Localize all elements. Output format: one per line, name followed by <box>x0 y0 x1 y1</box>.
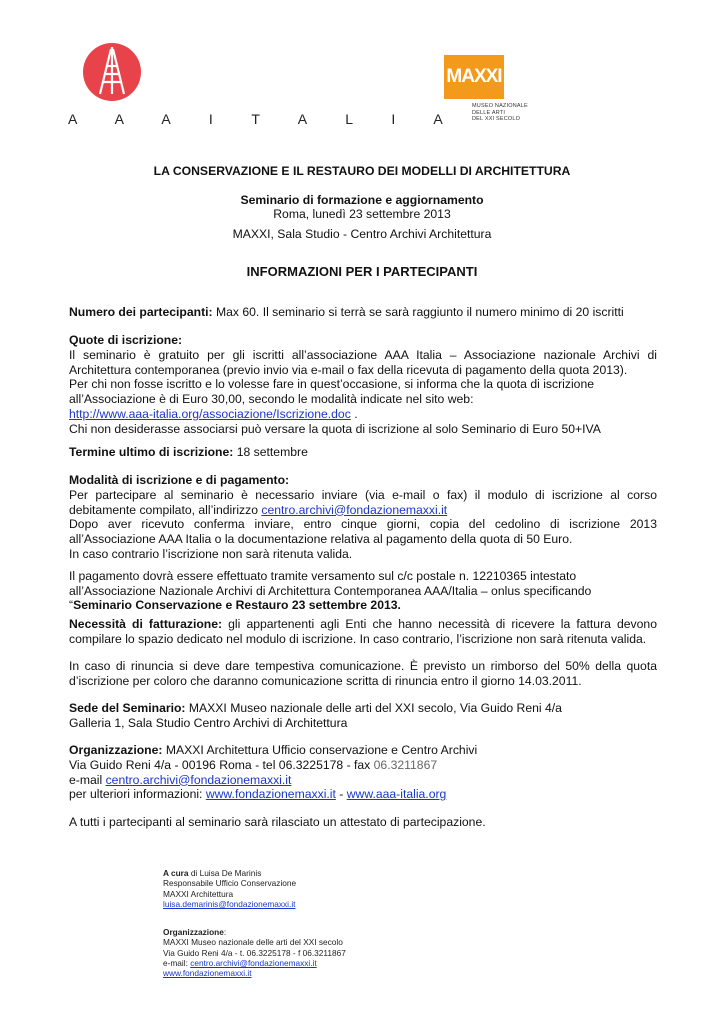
fees-link-line: http://www.aaa-italia.org/associazione/Iscrizione.doc . <box>69 406 358 421</box>
maxxi-wordmark: MAXXI <box>444 55 504 99</box>
organization-section: Organizzazione: MAXXI Architettura Ufficio conservazione e Centro Archivi Via Guido Reni 4/a - 00196 Roma - tel 06.3225178 - fax 06.3211867 e-mail centro.archivi@fondazionemaxxi.it per ulteriori informazioni: www.fondazionemaxxi.it - www.aaa-italia.org <box>69 743 478 802</box>
payment-paragraph-1: Per partecipare al seminario è necessario inviare (via e-mail o fax) il modulo di iscrizione al corso debitamente compilato, all’indirizzo centro.archivi@fondazionemaxxi.it <box>69 487 657 517</box>
seminar-venue: MAXXI, Sala Studio - Centro Archivi Architettura <box>232 227 492 241</box>
curator-email-link[interactable]: luisa.demarinis@fondazionemaxxi.it <box>163 898 296 909</box>
fees-paragraph-2: Per chi non fosse iscritto e lo volesse fare in quest’occasione, si informa che la quota di iscrizione all’Associazione è di Euro 30,00, secondo le modalità indicate nel sito web: <box>69 377 595 407</box>
fees-paragraph-1: Il seminario è gratuito per gli iscritti all’associazione AAA Italia – Associazione nazionale Archivi di Architettura contemporanea (previo invio via e-mail o fax della ricevuta di pagamento della quota 2013). <box>69 347 657 377</box>
participants-paragraph <box>69 305 657 320</box>
deadline-text: 18 settembre <box>233 445 308 459</box>
fax-number: 06.3211867 <box>373 757 438 772</box>
aaa-italia-link[interactable]: www.aaa-italia.org <box>346 787 447 802</box>
payment-paragraph-4: Il pagamento dovrà essere effettuato tramite versamento sul c/c postale n. 12210365 intestato all’Associazione Nazionale Archivi di Architettura Contemporanea AAA/Italia – onlus specificando “Seminario Conservazione e Restauro 23 settembre 2013. <box>69 568 592 613</box>
participants-label: Numero dei partecipanti: <box>69 305 213 319</box>
participants-text: Max 60. Il seminario si terrà se sarà raggiunto il numero minimo di 20 iscritti <box>212 305 624 319</box>
fees-label: Quote di iscrizione: <box>69 333 183 347</box>
payment-paragraph-3: In caso contrario l’iscrizione non sarà ritenuta valida. <box>69 546 353 561</box>
footer-curator: A cura di Luisa De Marinis Responsabile Ufficio Conservazione MAXXI Architettura luisa.demarinis@fondazionemaxxi.it <box>163 868 297 909</box>
fees-section <box>69 333 657 437</box>
aaa-italia-logo <box>78 42 150 107</box>
deadline-label: Termine ultimo di iscrizione: <box>69 445 234 459</box>
deadline-paragraph <box>69 445 657 460</box>
payment-label: Modalità di iscrizione e di pagamento: <box>69 473 290 487</box>
organization-email-link[interactable]: centro.archivi@fondazionemaxxi.it <box>105 772 292 787</box>
footer-org-email-link[interactable]: centro.archivi@fondazionemaxxi.it <box>190 957 317 968</box>
invoice-text: gli appartenenti agli Enti che hanno necessità di ricevere la fattura devono compilare lo spazio dedicato nel modulo di iscrizione. In caso contrario, l’iscrizione non sarà ritenuta valida. <box>69 617 657 646</box>
maxxi-logo <box>444 55 528 122</box>
footer-web-link[interactable]: www.fondazionemaxxi.it <box>163 968 252 979</box>
association-form-link[interactable]: http://www.aaa-italia.org/associazione/Iscrizione.doc <box>69 406 351 421</box>
venue-label: Sede del Seminario: <box>69 701 186 715</box>
footer-org-label: Organizzazione <box>163 927 224 937</box>
seminar-subtitle: Seminario di formazione e aggiornamento <box>240 193 484 207</box>
seminar-date: Roma, lunedì 23 settembre 2013 <box>273 207 451 221</box>
document-title: LA CONSERVAZIONE E IL RESTAURO DEI MODELLI DI ARCHITETTURA <box>153 164 571 178</box>
invoice-paragraph <box>69 617 657 647</box>
centro-archivi-email-link[interactable]: centro.archivi@fondazionemaxxi.it <box>261 502 448 517</box>
maxxi-subtitle: MUSEO NAZIONALE DELLE ARTI DEL XXI SECOLO <box>472 103 528 122</box>
footer-organization: Organizzazione: MAXXI Museo nazionale delle arti del XXI secolo Via Guido Reni 4/a - t. 06.3225178 - f 06.3211867 e-mail: centro.archivi@fondazionemaxxi.it www.fondazionemaxxi.it <box>163 927 346 979</box>
organization-label: Organizzazione: <box>69 743 163 757</box>
invoice-label: Necessità di fatturazione: <box>69 617 223 631</box>
aaa-italia-mark <box>78 42 150 102</box>
aaa-italia-wordmark: A A A I T A L I A <box>68 111 461 127</box>
footer-acura-label: A cura <box>163 868 189 878</box>
fondazionemaxxi-link[interactable]: www.fondazionemaxxi.it <box>205 787 336 802</box>
fees-paragraph-3: Chi non desiderasse associarsi può versare la quota di iscrizione al solo Seminario di Euro 50+IVA <box>69 421 601 436</box>
payment-section <box>69 473 657 613</box>
payment-paragraph-2: Dopo aver ricevuto conferma inviare, entro cinque giorni, copia del cedolino di iscrizione 2013 all’Associazione AAA Italia o la documentazione relativa al pagamento della quota di 50 Euro. <box>69 517 657 547</box>
section-title: INFORMAZIONI PER I PARTECIPANTI <box>246 264 478 279</box>
cancellation-paragraph: In caso di rinuncia si deve dare tempestiva comunicazione. È previsto un rimborso del 50% della quota d’iscrizione per coloro che daranno comunicazione scritta di rinuncia entro il giorno 14.03.2011. <box>69 659 657 688</box>
certificate-paragraph: A tutti i partecipanti al seminario sarà rilasciato un attestato di partecipazione. <box>69 815 486 829</box>
venue-section: Sede del Seminario: MAXXI Museo nazionale delle arti del XXI secolo, Via Guido Reni 4/a Galleria 1, Sala Studio Centro Archivi di Architettura <box>69 701 562 730</box>
